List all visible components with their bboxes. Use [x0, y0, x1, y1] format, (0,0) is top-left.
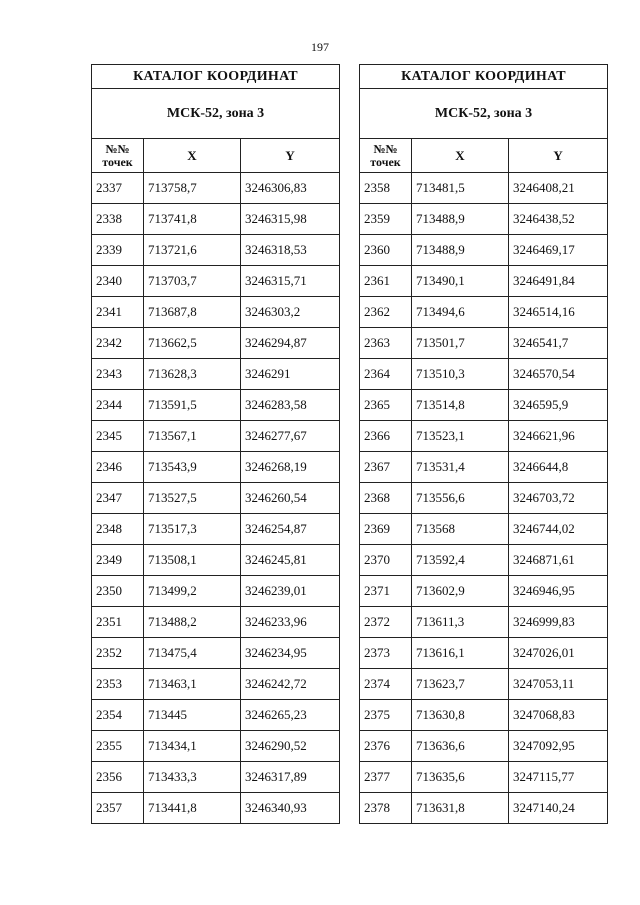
x-coordinate-cell: 713758,7: [144, 173, 241, 204]
point-number-cell: 2373: [360, 638, 412, 669]
table-row: [92, 514, 340, 545]
point-number-cell: 2361: [360, 266, 412, 297]
point-number-cell: 2368: [360, 483, 412, 514]
point-number-cell: 2360: [360, 235, 412, 266]
x-coordinate-cell: 713611,3: [412, 607, 509, 638]
y-coordinate-cell: 3247115,77: [509, 762, 608, 793]
y-coordinate-cell: 3246290,52: [241, 731, 340, 762]
table-row: [360, 390, 608, 421]
table-row: [360, 669, 608, 700]
table-row: [360, 483, 608, 514]
point-number-cell: 2341: [92, 297, 144, 328]
x-coordinate-cell: 713687,8: [144, 297, 241, 328]
point-number-cell: 2362: [360, 297, 412, 328]
y-coordinate-cell: 3246234,95: [241, 638, 340, 669]
x-coordinate-cell: 713741,8: [144, 204, 241, 235]
y-coordinate-cell: 3246315,71: [241, 266, 340, 297]
y-coordinate-cell: 3246871,61: [509, 545, 608, 576]
table-row: [92, 576, 340, 607]
x-coordinate-cell: 713721,6: [144, 235, 241, 266]
table-row: [92, 235, 340, 266]
y-coordinate-cell: 3246242,72: [241, 669, 340, 700]
catalog-rows: [360, 173, 608, 824]
y-coordinate-cell: 3246438,52: [509, 204, 608, 235]
x-coordinate-cell: 713631,8: [412, 793, 509, 824]
column-header-y: Y: [241, 139, 340, 173]
table-row: [92, 669, 340, 700]
coordinate-catalog-left: [91, 64, 340, 824]
x-coordinate-cell: 713703,7: [144, 266, 241, 297]
y-coordinate-cell: 3246291: [241, 359, 340, 390]
point-number-cell: 2346: [92, 452, 144, 483]
page-number: 197: [311, 40, 329, 54]
table-row: [360, 607, 608, 638]
point-number-cell: 2339: [92, 235, 144, 266]
point-number-cell: 2366: [360, 421, 412, 452]
point-number-cell: 2376: [360, 731, 412, 762]
x-coordinate-cell: 713568: [412, 514, 509, 545]
x-coordinate-cell: 713527,5: [144, 483, 241, 514]
y-coordinate-cell: 3246999,83: [509, 607, 608, 638]
coordinate-catalog-right: [359, 64, 608, 824]
y-coordinate-cell: 3246644,8: [509, 452, 608, 483]
point-number-cell: 2370: [360, 545, 412, 576]
x-coordinate-cell: 713494,6: [412, 297, 509, 328]
column-header-x: X: [144, 139, 241, 173]
x-coordinate-cell: 713635,6: [412, 762, 509, 793]
y-coordinate-cell: 3247092,95: [509, 731, 608, 762]
point-number-cell: 2365: [360, 390, 412, 421]
table-row: [360, 359, 608, 390]
y-coordinate-cell: 3246946,95: [509, 576, 608, 607]
point-number-cell: 2352: [92, 638, 144, 669]
table-row: [360, 204, 608, 235]
table-row: [360, 576, 608, 607]
table-row: [360, 328, 608, 359]
point-number-cell: 2371: [360, 576, 412, 607]
y-coordinate-cell: 3246303,2: [241, 297, 340, 328]
x-coordinate-cell: 713510,3: [412, 359, 509, 390]
y-coordinate-cell: 3246469,17: [509, 235, 608, 266]
y-coordinate-cell: 3246318,53: [241, 235, 340, 266]
x-coordinate-cell: 713602,9: [412, 576, 509, 607]
x-coordinate-cell: 713531,4: [412, 452, 509, 483]
point-number-cell: 2372: [360, 607, 412, 638]
table-row: [360, 421, 608, 452]
point-number-cell: 2337: [92, 173, 144, 204]
point-number-cell: 2348: [92, 514, 144, 545]
table-row: [92, 266, 340, 297]
column-header-point-number: №№ точек: [360, 139, 412, 173]
catalog-title: КАТАЛОГ КООРДИНАТ: [360, 65, 608, 89]
y-coordinate-cell: 3247068,83: [509, 700, 608, 731]
point-number-cell: 2344: [92, 390, 144, 421]
table-row: [92, 607, 340, 638]
point-number-cell: 2357: [92, 793, 144, 824]
y-coordinate-cell: 3246514,16: [509, 297, 608, 328]
point-number-cell: 2350: [92, 576, 144, 607]
y-coordinate-cell: 3246245,81: [241, 545, 340, 576]
table-row: [92, 452, 340, 483]
point-number-cell: 2363: [360, 328, 412, 359]
y-coordinate-cell: 3246340,93: [241, 793, 340, 824]
table-row: [92, 359, 340, 390]
y-coordinate-cell: 3246595,9: [509, 390, 608, 421]
y-coordinate-cell: 3247140,24: [509, 793, 608, 824]
point-number-cell: 2347: [92, 483, 144, 514]
x-coordinate-cell: 713499,2: [144, 576, 241, 607]
column-header-x: X: [412, 139, 509, 173]
x-coordinate-cell: 713514,8: [412, 390, 509, 421]
y-coordinate-cell: 3246703,72: [509, 483, 608, 514]
point-number-cell: 2338: [92, 204, 144, 235]
y-coordinate-cell: 3246260,54: [241, 483, 340, 514]
table-row: [360, 297, 608, 328]
table-row: [92, 297, 340, 328]
y-coordinate-cell: 3247053,11: [509, 669, 608, 700]
x-coordinate-cell: 713508,1: [144, 545, 241, 576]
table-row: [360, 452, 608, 483]
table-row: [92, 328, 340, 359]
x-coordinate-cell: 713517,3: [144, 514, 241, 545]
point-number-cell: 2355: [92, 731, 144, 762]
y-coordinate-cell: 3246254,87: [241, 514, 340, 545]
catalog-title: КАТАЛОГ КООРДИНАТ: [92, 65, 340, 89]
point-number-cell: 2364: [360, 359, 412, 390]
y-coordinate-cell: 3246294,87: [241, 328, 340, 359]
point-number-cell: 2349: [92, 545, 144, 576]
x-coordinate-cell: 713488,9: [412, 204, 509, 235]
table-row: [92, 173, 340, 204]
table-row: [360, 514, 608, 545]
y-coordinate-cell: 3246408,21: [509, 173, 608, 204]
table-row: [360, 762, 608, 793]
x-coordinate-cell: 713630,8: [412, 700, 509, 731]
table-row: [92, 700, 340, 731]
point-number-cell: 2369: [360, 514, 412, 545]
y-coordinate-cell: 3246317,89: [241, 762, 340, 793]
x-coordinate-cell: 713556,6: [412, 483, 509, 514]
table-row: [92, 731, 340, 762]
x-coordinate-cell: 713490,1: [412, 266, 509, 297]
y-coordinate-cell: 3246265,23: [241, 700, 340, 731]
x-coordinate-cell: 713592,4: [412, 545, 509, 576]
x-coordinate-cell: 713591,5: [144, 390, 241, 421]
x-coordinate-cell: 713463,1: [144, 669, 241, 700]
y-coordinate-cell: 3246283,58: [241, 390, 340, 421]
table-row: [360, 638, 608, 669]
y-coordinate-cell: 3246268,19: [241, 452, 340, 483]
column-header-y: Y: [509, 139, 608, 173]
table-row: [360, 235, 608, 266]
catalog-rows: [92, 173, 340, 824]
point-number-cell: 2342: [92, 328, 144, 359]
point-number-cell: 2351: [92, 607, 144, 638]
coordinate-system: МСК-52, зона 3: [92, 89, 340, 139]
table-row: [92, 638, 340, 669]
x-coordinate-cell: 713523,1: [412, 421, 509, 452]
table-row: [92, 483, 340, 514]
y-coordinate-cell: 3246570,54: [509, 359, 608, 390]
point-number-cell: 2359: [360, 204, 412, 235]
table-row: [92, 204, 340, 235]
y-coordinate-cell: 3246491,84: [509, 266, 608, 297]
point-number-cell: 2374: [360, 669, 412, 700]
x-coordinate-cell: 713501,7: [412, 328, 509, 359]
x-coordinate-cell: 713567,1: [144, 421, 241, 452]
x-coordinate-cell: 713662,5: [144, 328, 241, 359]
table-row: [360, 173, 608, 204]
table-row: [360, 266, 608, 297]
x-coordinate-cell: 713445: [144, 700, 241, 731]
y-coordinate-cell: 3246621,96: [509, 421, 608, 452]
x-coordinate-cell: 713488,2: [144, 607, 241, 638]
point-number-cell: 2377: [360, 762, 412, 793]
point-number-cell: 2358: [360, 173, 412, 204]
point-number-cell: 2375: [360, 700, 412, 731]
x-coordinate-cell: 713636,6: [412, 731, 509, 762]
x-coordinate-cell: 713434,1: [144, 731, 241, 762]
y-coordinate-cell: 3246744,02: [509, 514, 608, 545]
point-number-cell: 2343: [92, 359, 144, 390]
x-coordinate-cell: 713441,8: [144, 793, 241, 824]
coordinate-system: МСК-52, зона 3: [360, 89, 608, 139]
point-number-cell: 2367: [360, 452, 412, 483]
column-header-point-number: №№ точек: [92, 139, 144, 173]
x-coordinate-cell: 713543,9: [144, 452, 241, 483]
x-coordinate-cell: 713488,9: [412, 235, 509, 266]
point-number-cell: 2356: [92, 762, 144, 793]
table-row: [92, 762, 340, 793]
x-coordinate-cell: 713628,3: [144, 359, 241, 390]
point-number-cell: 2378: [360, 793, 412, 824]
x-coordinate-cell: 713475,4: [144, 638, 241, 669]
x-coordinate-cell: 713623,7: [412, 669, 509, 700]
y-coordinate-cell: 3246541,7: [509, 328, 608, 359]
table-row: [92, 793, 340, 824]
x-coordinate-cell: 713481,5: [412, 173, 509, 204]
point-number-cell: 2354: [92, 700, 144, 731]
point-number-cell: 2340: [92, 266, 144, 297]
x-coordinate-cell: 713616,1: [412, 638, 509, 669]
table-row: [360, 793, 608, 824]
y-coordinate-cell: 3246239,01: [241, 576, 340, 607]
y-coordinate-cell: 3246233,96: [241, 607, 340, 638]
y-coordinate-cell: 3247026,01: [509, 638, 608, 669]
table-row: [360, 731, 608, 762]
y-coordinate-cell: 3246277,67: [241, 421, 340, 452]
table-row: [360, 545, 608, 576]
point-number-cell: 2345: [92, 421, 144, 452]
table-row: [360, 700, 608, 731]
x-coordinate-cell: 713433,3: [144, 762, 241, 793]
table-row: [92, 421, 340, 452]
table-row: [92, 390, 340, 421]
y-coordinate-cell: 3246306,83: [241, 173, 340, 204]
table-row: [92, 545, 340, 576]
y-coordinate-cell: 3246315,98: [241, 204, 340, 235]
point-number-cell: 2353: [92, 669, 144, 700]
